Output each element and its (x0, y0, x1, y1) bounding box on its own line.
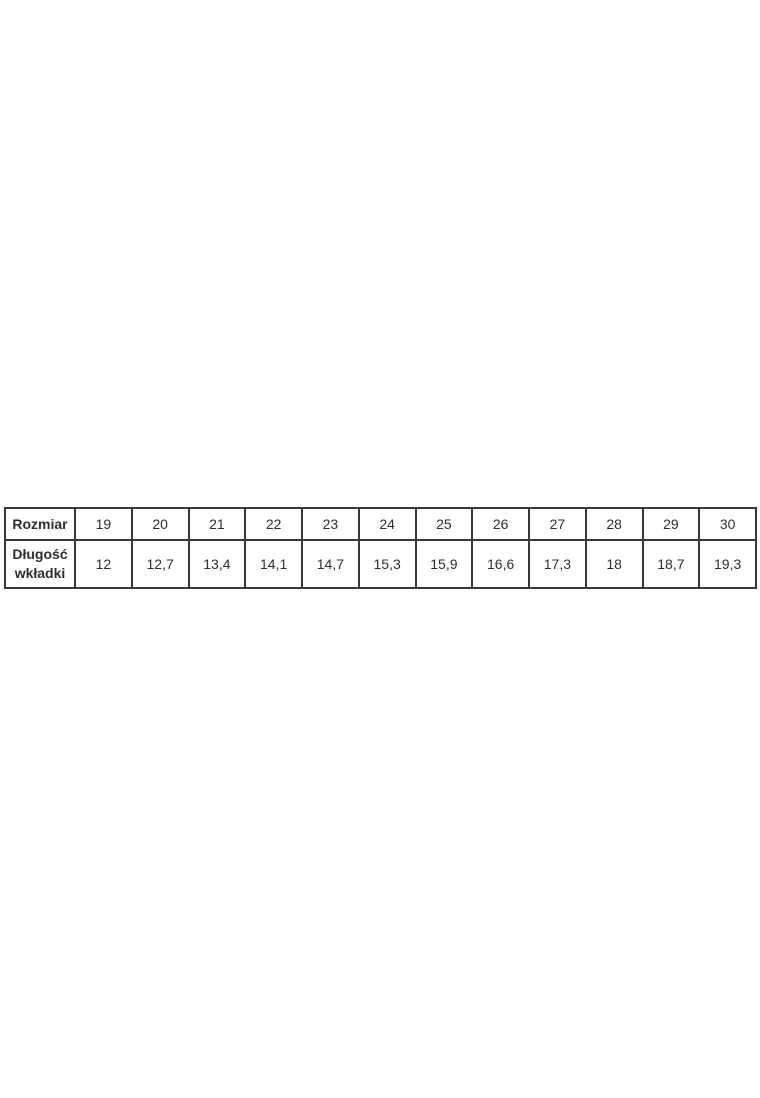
insole-length-cell: 16,6 (472, 540, 529, 588)
insole-length-cell: 15,9 (416, 540, 473, 588)
insole-length-cell: 19,3 (699, 540, 756, 588)
size-table (4, 507, 757, 589)
insole-length-row (5, 540, 756, 588)
insole-length-cell: 15,3 (359, 540, 416, 588)
size-cell: 29 (643, 508, 700, 540)
insole-length-cell: 14,7 (302, 540, 359, 588)
size-row (5, 508, 756, 540)
insole-length-cell: 13,4 (189, 540, 246, 588)
size-cell: 23 (302, 508, 359, 540)
size-table-body (5, 508, 756, 588)
size-cell: 30 (699, 508, 756, 540)
insole-length-cell: 18,7 (643, 540, 700, 588)
size-cell: 20 (132, 508, 189, 540)
insole-length-row-header: Długość wkładki (5, 540, 75, 588)
insole-length-cell: 12 (75, 540, 132, 588)
size-cell: 26 (472, 508, 529, 540)
size-cell: 24 (359, 508, 416, 540)
insole-length-cell: 18 (586, 540, 643, 588)
insole-length-cell: 14,1 (245, 540, 302, 588)
size-cell: 25 (416, 508, 473, 540)
size-cell: 22 (245, 508, 302, 540)
insole-length-cell: 17,3 (529, 540, 586, 588)
size-table-container (4, 507, 757, 589)
size-cell: 21 (189, 508, 246, 540)
insole-length-cell: 12,7 (132, 540, 189, 588)
size-cell: 27 (529, 508, 586, 540)
size-row-header: Rozmiar (5, 508, 75, 540)
size-cell: 28 (586, 508, 643, 540)
size-cell: 19 (75, 508, 132, 540)
